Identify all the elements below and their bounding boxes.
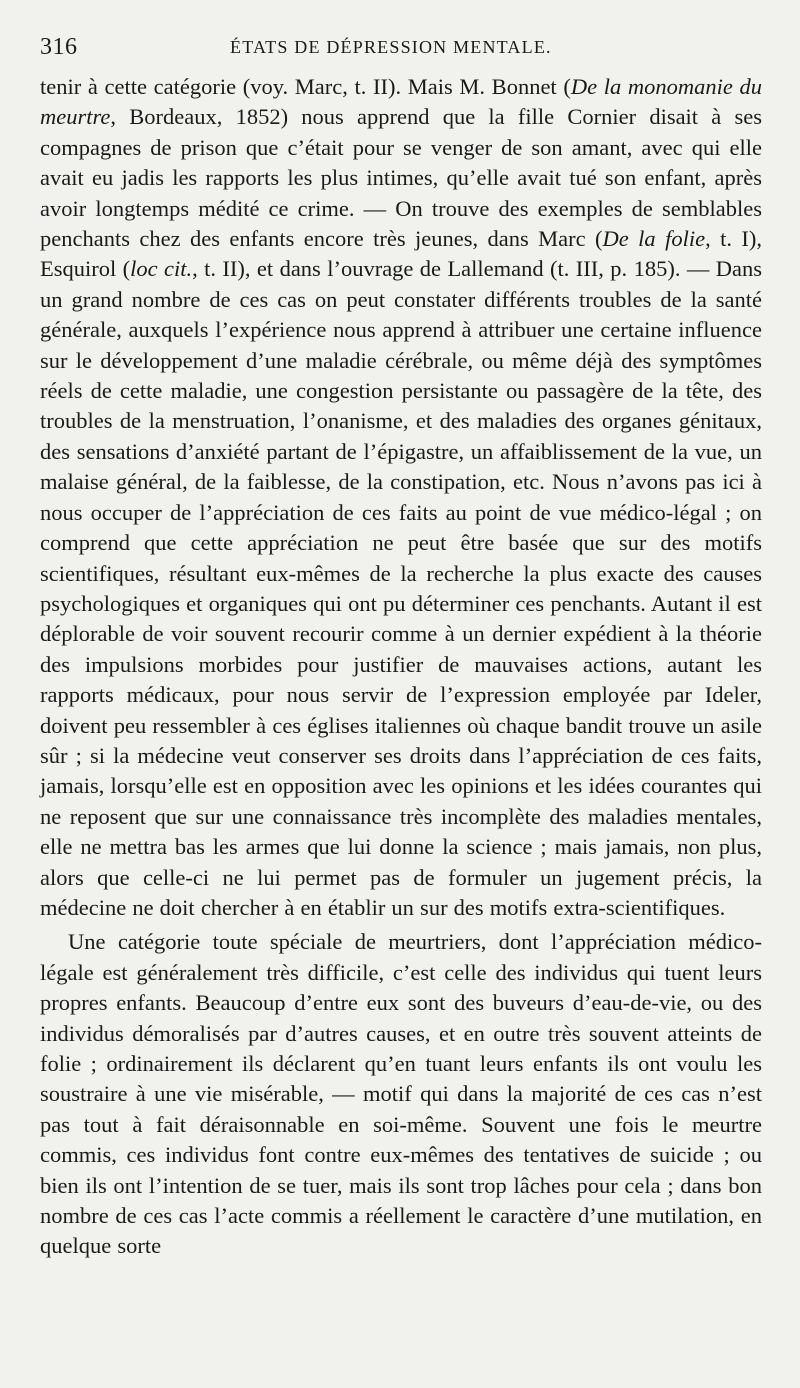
running-head: ÉTATS DE DÉPRESSION MENTALE. [230, 37, 552, 57]
italic-citation: De la monomanie du meurtre [40, 74, 762, 130]
paragraph-text: , Bordeaux, 1852) nous apprend que la fille Cornier disait à ses compagnes de prison que c’était pour se venger de son amant, avec qui elle avait eu jadis les rapports les plus intimes, qu’elle avait tué son enfant, après avoir longtemps médité ce crime. — On trouve des exemples de semblables penchants chez des enfants encore très jeunes, dans Marc ( [40, 104, 762, 252]
italic-citation: De la folie [602, 226, 706, 252]
book-page [40, 30, 762, 1262]
body-text [40, 72, 762, 1262]
paragraph-infanticide: Une catégorie toute spéciale de meurtriers, dont l’appréciation médico-légale est généralement très difficile, c’est celle des individus qui tuent leurs propres enfants. Beaucoup d’entre eux sont des buveurs d’eau-de-vie, ou des individus démoralisés par d’autres causes, et en outre très souvent atteints de folie ; ordinairement ils déclarent qu’en tuant leurs enfants ils ont voulu les soustraire à une vie misérable, — motif qui dans la majorité de ces cas n’est pas tout à fait déraisonnable en soi-même. Souvent une fois le meurtre commis, ces individus font contre eux-mêmes des tentatives de suicide ; ou bien ils ont l’intention de se tuer, mais ils sont trop lâches pour cela ; dans bon nombre de ces cas l’acte commis a réellement le caractère d’une mutilation, en quelque sorte [40, 929, 762, 1259]
paragraph-text: , t. II), et dans l’ouvrage de Lallemand (t. III, p. 185). — Dans un grand nombre de ces cas on peut constater différents troubles de la santé générale, auxquels l’expérience nous apprend à attribuer une certaine influence sur le développement d’une maladie cérébrale, ou même déjà des symptômes réels de cette maladie, une congestion persistante ou passagère de la tête, des troubles de la menstruation, l’onanisme, et des maladies des organes génitaux, des sensations d’anxiété partant de l’épigastre, un affaiblissement de la vue, un malaise général, de la faiblesse, de la constipation, etc. Nous n’avons pas ici à nous occuper de l’appréciation de ces faits au point de vue médico-légal ; on comprend que cette appréciation ne peut être basée que sur des motifs scientifiques, résultant eux-mêmes de la recherche la plus exacte des causes psychologiques et organiques qui ont pu déterminer ces penchants. Autant il est déplorable de voir souvent recourir comme à un dernier expédient à la théorie des impulsions morbides pour justifier de mauvaises actions, autant les rapports médicaux, pour nous servir de l’expression employée par Ideler, doivent peu ressembler à ces églises italiennes où chaque bandit trouve un asile sûr ; si la médecine veut conserver ses droits dans l’appréciation de ces faits, jamais, lorsqu’elle est en opposition avec les opinions et les idées courantes qui ne reposent que sur une connaissance très incomplète des maladies mentales, elle ne mettra bas les armes que lui donne la science ; mais jamais, non plus, alors que celle-ci ne lui permet pas de formuler un jugement précis, la médecine ne doit chercher à en établir un sur des motifs extra-scientifiques. [40, 256, 762, 920]
paragraph-text: , t. I), Esquirol ( [40, 226, 762, 282]
paragraph-continued [40, 72, 762, 923]
paragraph-text: tenir à cette catégorie (voy. Marc, t. II). Mais M. Bonnet ( [40, 74, 571, 99]
page-number: 316 [40, 34, 78, 60]
page-header [40, 30, 762, 70]
italic-citation: loc cit. [130, 256, 193, 282]
